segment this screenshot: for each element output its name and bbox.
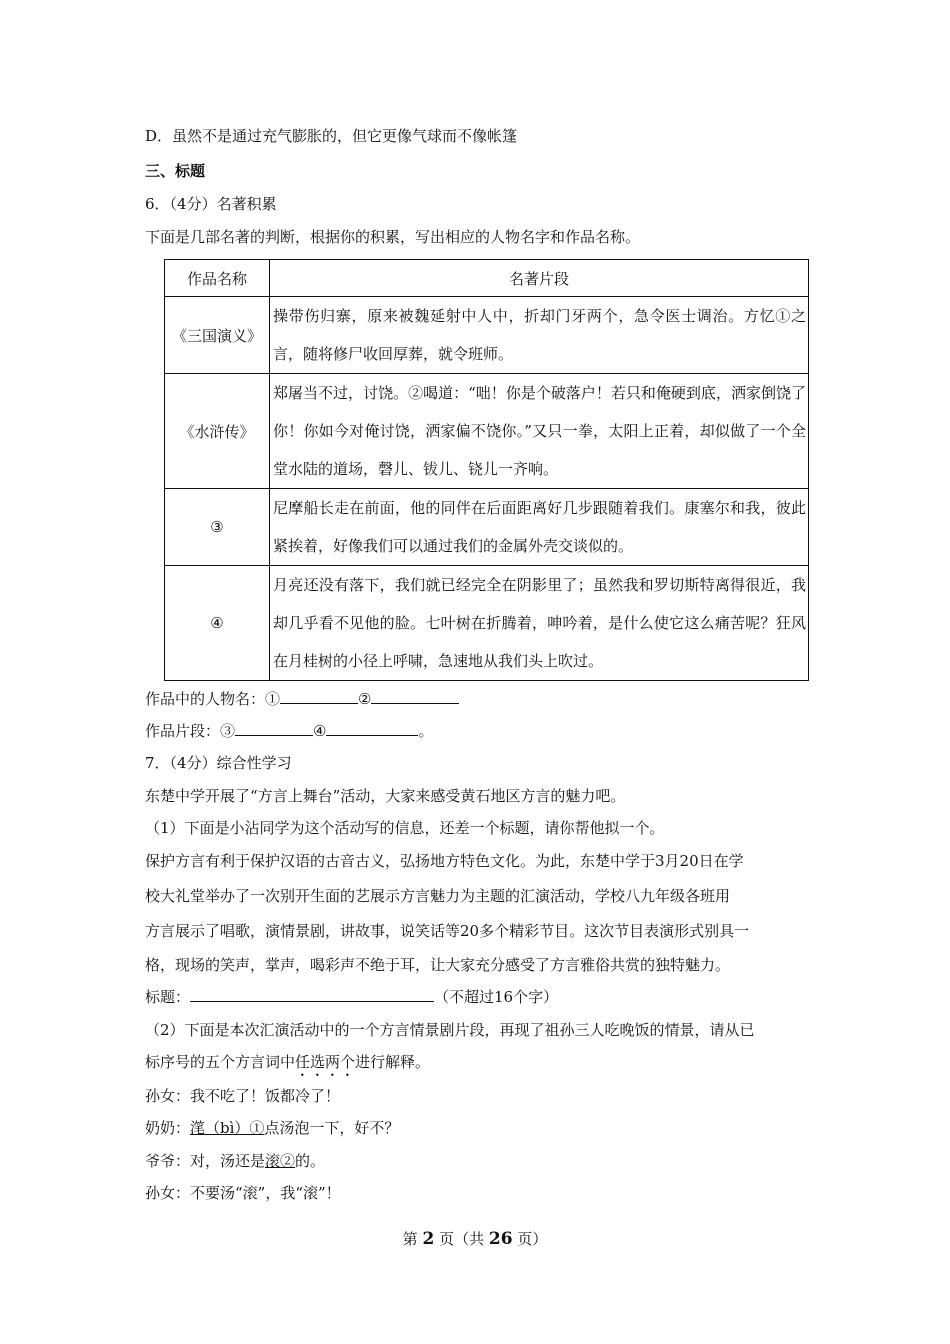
passage-line: 方言展示了唱歌，演情景剧，讲故事，说笑话等20多个精彩节目。这次节目表演形式别具一: [145, 922, 750, 940]
answer-works-label: 作品片段：: [145, 722, 221, 740]
title-blank[interactable]: [190, 986, 434, 1002]
dialog-text: 点汤泡一下，好不？: [264, 1119, 400, 1137]
passage-line: 格，现场的笑声，掌声，喝彩声不绝于耳，让大家充分感受了方言雅俗共赏的独特魅力。: [145, 956, 731, 974]
part2-text: 标序号的五个方言词中: [145, 1053, 296, 1071]
dialog-line: [145, 1117, 399, 1139]
total-pages: 26: [488, 1229, 513, 1249]
table-header-row: [165, 260, 809, 297]
answer-works-line: [145, 720, 434, 742]
part2-text-end: 进行解释。: [355, 1053, 431, 1071]
dialog-line: 孙女：不要汤“滚”，我“滚”！: [145, 1184, 341, 1202]
answer-people-label: 作品中的人物名：: [145, 690, 266, 708]
title-note: （不超过16个字）: [434, 988, 559, 1006]
fragment-cell: 郑屠当不过，讨饶。②喝道：“咄！你是个破落户！若只和俺硬到底，洒家倒饶了你！你如今对俺讨饶，洒家偏不饶你。”又只一拳，太阳上正着，却似做了一个全堂水陆的道场，磬儿、钹儿、铙儿一齐响。: [270, 374, 809, 489]
question-6-title: 6．（4分）名著积累: [145, 195, 277, 213]
marker-3: ③: [220, 722, 236, 740]
answer-blank-1[interactable]: [280, 688, 358, 704]
fragment-cell: 尼摩船长走在前面，他的同伴在后面距离好几步跟随着我们。康塞尔和我，彼此紧挨着，好像我们可以通过我们的金属外壳交谈似的。: [270, 489, 809, 566]
question-6-intro: 下面是几部名著的判断，根据你的积累，写出相应的人物名字和作品名称。: [145, 228, 641, 246]
page-number: 2: [422, 1229, 435, 1249]
table-row: [165, 297, 809, 374]
work-name-cell: ④: [165, 566, 270, 681]
answer-blank-4[interactable]: [326, 720, 418, 736]
emphasized-text: 任选两个: [295, 1053, 356, 1071]
table-row: [165, 566, 809, 681]
dialog-text: 爷爷：对，汤还是: [145, 1152, 266, 1170]
fragment-cell: 月亮还没有落下，我们就已经完全在阴影里了；虽然我和罗切斯特离得很近，我却几乎看不见他的脸。七叶树在折腾着，呻吟着，是什么使它这么痛苦呢？狂风在月桂树的小径上呼啸，急速地从我们头上吹过。: [270, 566, 809, 681]
marker-1: ①: [265, 690, 281, 708]
dialog-line: [145, 1150, 325, 1172]
question-7-part1: （1）下面是小沾同学为这个活动写的信息，还差一个标题，请你帮他拟一个。: [145, 819, 665, 837]
header-fragment: 名著片段: [270, 260, 809, 297]
work-name-cell: 《三国演义》: [165, 297, 270, 374]
speaker-label: 奶奶：: [145, 1119, 191, 1137]
passage-line: 校大礼堂举办了一次别开生面的艺展示方言魅力为主题的汇演活动，学校八九年级各班用: [145, 887, 731, 905]
table-row: [165, 489, 809, 566]
table-row: [165, 374, 809, 489]
question-7-part2: （2）下面是本次汇演活动中的一个方言情景剧片段，再现了祖孙三人吃晚饭的情景，请从已: [145, 1021, 755, 1039]
question-7-intro: 东楚中学开展了“方言上舞台”活动，大家来感受黄石地区方言的魅力吧。: [145, 787, 626, 805]
marker-2: ②: [358, 690, 372, 708]
header-work-name: 作品名称: [165, 260, 270, 297]
question-7-part2-cont: [145, 1051, 430, 1080]
marker-4: ④: [313, 722, 327, 740]
dialect-word: 滚②: [265, 1152, 296, 1170]
section-heading: 三、标题: [145, 162, 206, 180]
passage-line: 保护方言有利于保护汉语的古音古义，弘扬地方特色文化。为此，东楚中学于3月20日在学: [145, 852, 744, 870]
title-label: 标题：: [145, 988, 191, 1006]
answer-people-line: [145, 688, 459, 710]
footer-text: 第: [402, 1230, 418, 1248]
end-period: 。: [418, 722, 434, 740]
title-answer-line: [145, 986, 558, 1008]
dialect-word: 滗（bì）①: [190, 1119, 265, 1137]
question-7-title: 7．（4分）综合性学习: [145, 754, 292, 772]
footer-text: 页（共: [439, 1230, 485, 1248]
fragment-cell: 操带伤归寨，原来被魏延射中人中，折却门牙两个，急令医士调治。方忆①之言，随将修尸收回厚葬，就令班师。: [270, 297, 809, 374]
answer-blank-2[interactable]: [371, 688, 459, 704]
page-footer: [0, 1228, 950, 1249]
dialog-text: 的。: [295, 1152, 326, 1170]
option-d: D．虽然不是通过充气膨胀的，但它更像气球而不像帐篷: [145, 127, 518, 145]
footer-text: 页）: [517, 1230, 548, 1248]
work-name-cell: ③: [165, 489, 270, 566]
works-table: [164, 259, 809, 681]
work-name-cell: 《水浒传》: [165, 374, 270, 489]
dialog-line: 孙女：我不吃了！饭都冷了！: [145, 1087, 341, 1105]
answer-blank-3[interactable]: [235, 720, 313, 736]
